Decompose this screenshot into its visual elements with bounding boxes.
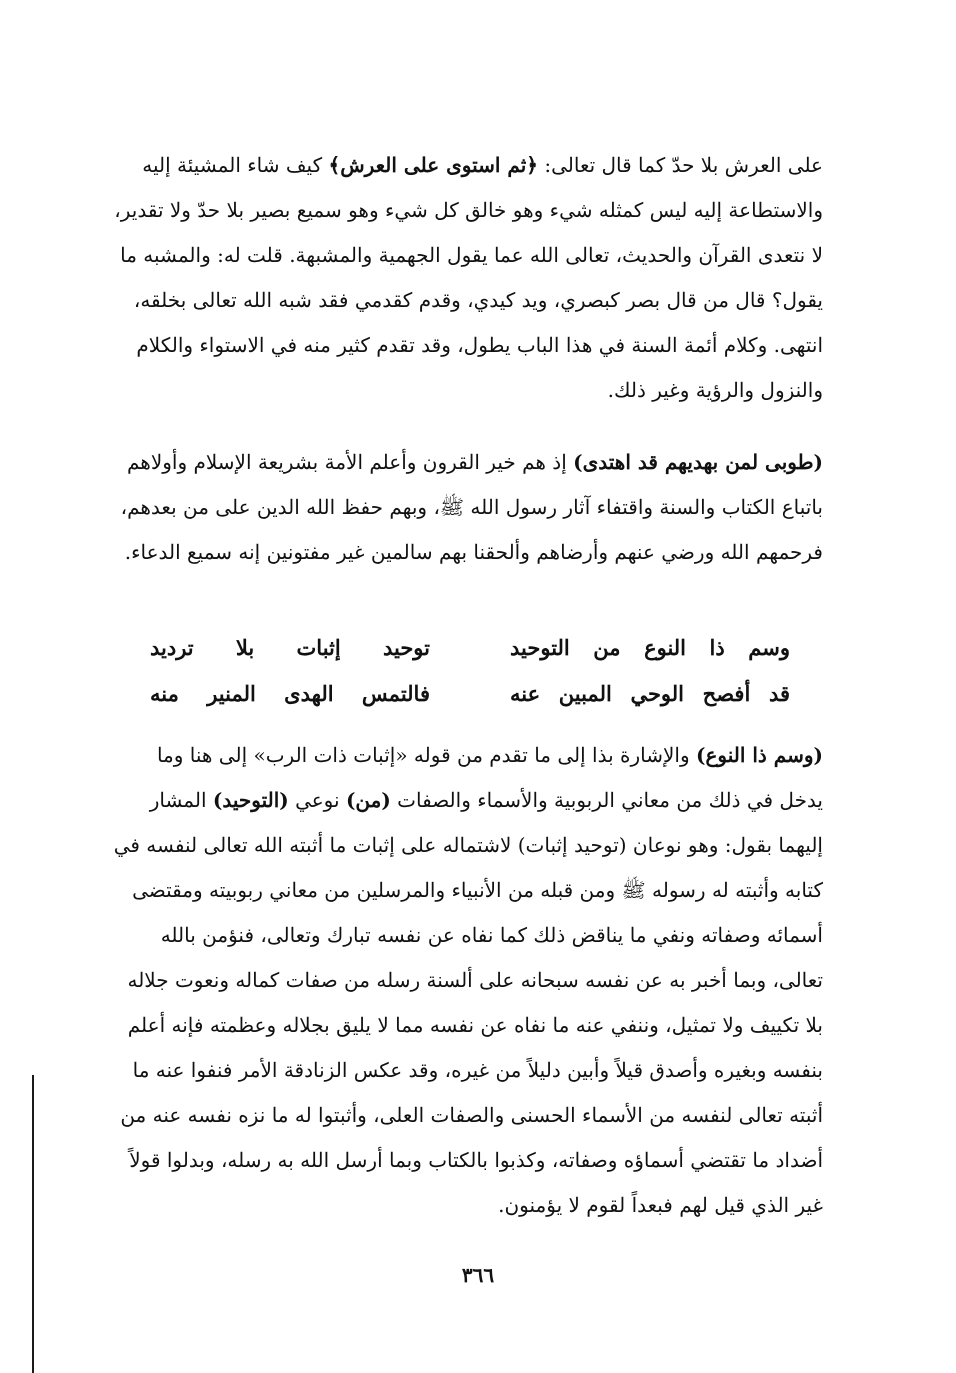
paragraph-3 bbox=[113, 733, 823, 1233]
paragraph-1-part-2: كيف شاء المشيئة إليه والاستطاعة إليه ليس كمثله شيء وهو خالق كل شيء وهو سميع بصير بلا حدّ ولا تقدير، لا نتعدى القرآن والحديث، تعالى الله عما يقول الجهمية والمشبهة. قلت له: والمشبه ما يقول؟ قال من قال بصر كبصري، ويد كيدي، وقدم كقدمي فقد شبه الله تعالى بخلقه، انتهى. وكلام أئمة السنة في هذا الباب يطول، وقد تقدم كثير منه في الاستواء والكلام والنزول والرؤية وغير ذلك. bbox=[114, 153, 823, 402]
paragraph-3-text-2: نوعي bbox=[288, 788, 346, 812]
verse-2-first-hemistich: قد أفصح الوحي المبين عنه bbox=[510, 681, 790, 706]
verse-1-second-hemistich: توحيد إثبات بلا ترديد bbox=[150, 635, 430, 660]
paragraph-2-body: إذ هم خير القرون وأعلم الأمة بشريعة الإسلام وأولاهم باتباع الكتاب والسنة واقتفاء آثار رسول الله ﷺ، وبهم حفظ الله الدين على من بعدهم، فرحمهم الله ورضي عنهم وأرضاهم وألحقنا بهم سالمين غير مفتونين إنه سميع الدعاء. bbox=[120, 450, 823, 564]
paragraph-3-heading-2: (من) bbox=[345, 788, 391, 812]
verse-2-second-hemistich: فالتمس الهدى المنير منه bbox=[150, 681, 430, 706]
paragraph-3-heading-3: (التوحيد) bbox=[212, 788, 289, 812]
poem-verse-2 bbox=[150, 671, 790, 717]
paragraph-3-text-3: المشار إليهما بقول: وهو نوعان (توحيد إثبات) لاشتماله على إثبات ما أثبته الله تعالى لنفسه في كتابه وأثبته له رسوله ﷺ ومن قبله من الأنبياء والمرسلين من معاني ربوبيته ومقتضى أسمائه وصفاته ونفي ما يناقض ذلك كما نفاه عن نفسه تبارك وتعالى، فنؤمن بالله تعالى، وبما أخبر به عن نفسه سبحانه على ألسنة رسله من صفات كماله ونعوت جلاله بلا تكييف ولا تمثيل، وننفي عنه ما نفاه عن نفسه مما لا يليق بجلاله وعظمته فإنه أعلم بنفسه وبغيره وأصدق قيلاً وأبين دليلاً من غيره، وقد عكس الزنادقة الأمر فنفوا عنه ما أثبته تعالى لنفسه من الأسماء الحسنى والصفات العلى، وأثبتوا له ما نزه نفسه عنه من أضداد ما تقتضي أسماؤه وصفاته، وكذبوا بالكتاب وبما أرسل الله به رسله، وبدلوا قولاً غير الذي قيل لهم فبعداً لقوم لا يؤمنون. bbox=[113, 788, 823, 1217]
paragraph-2-text bbox=[113, 440, 823, 575]
verse-1-first-hemistich: وسم ذا النوع من التوحيد bbox=[510, 635, 790, 660]
paragraph-1-part-1: على العرش بلا حدّ كما قال تعالى: bbox=[537, 153, 823, 177]
page-number: ٣٦٦ bbox=[461, 1263, 495, 1287]
margin-line bbox=[32, 1075, 34, 1373]
paragraph-3-heading-1: (وسم ذا النوع) bbox=[696, 743, 823, 767]
paragraph-1 bbox=[113, 143, 823, 423]
poem-verse-1 bbox=[150, 625, 790, 671]
paragraph-2 bbox=[113, 440, 823, 620]
quran-quote: ﴿ثم استوى على العرش﴾ bbox=[328, 153, 538, 177]
paragraph-3-text bbox=[113, 733, 823, 1228]
paragraph-2-heading: (طوبى لمن بهديهم قد اهتدى) bbox=[573, 450, 823, 474]
paragraph-3-text-1: والإشارة بذا إلى ما تقدم من قوله «إثبات ذات الرب» إلى هنا وما يدخل في ذلك من معاني الربوبية والأسماء والصفات bbox=[156, 743, 823, 812]
paragraph-1-text bbox=[113, 143, 823, 413]
poem-block bbox=[150, 625, 790, 717]
